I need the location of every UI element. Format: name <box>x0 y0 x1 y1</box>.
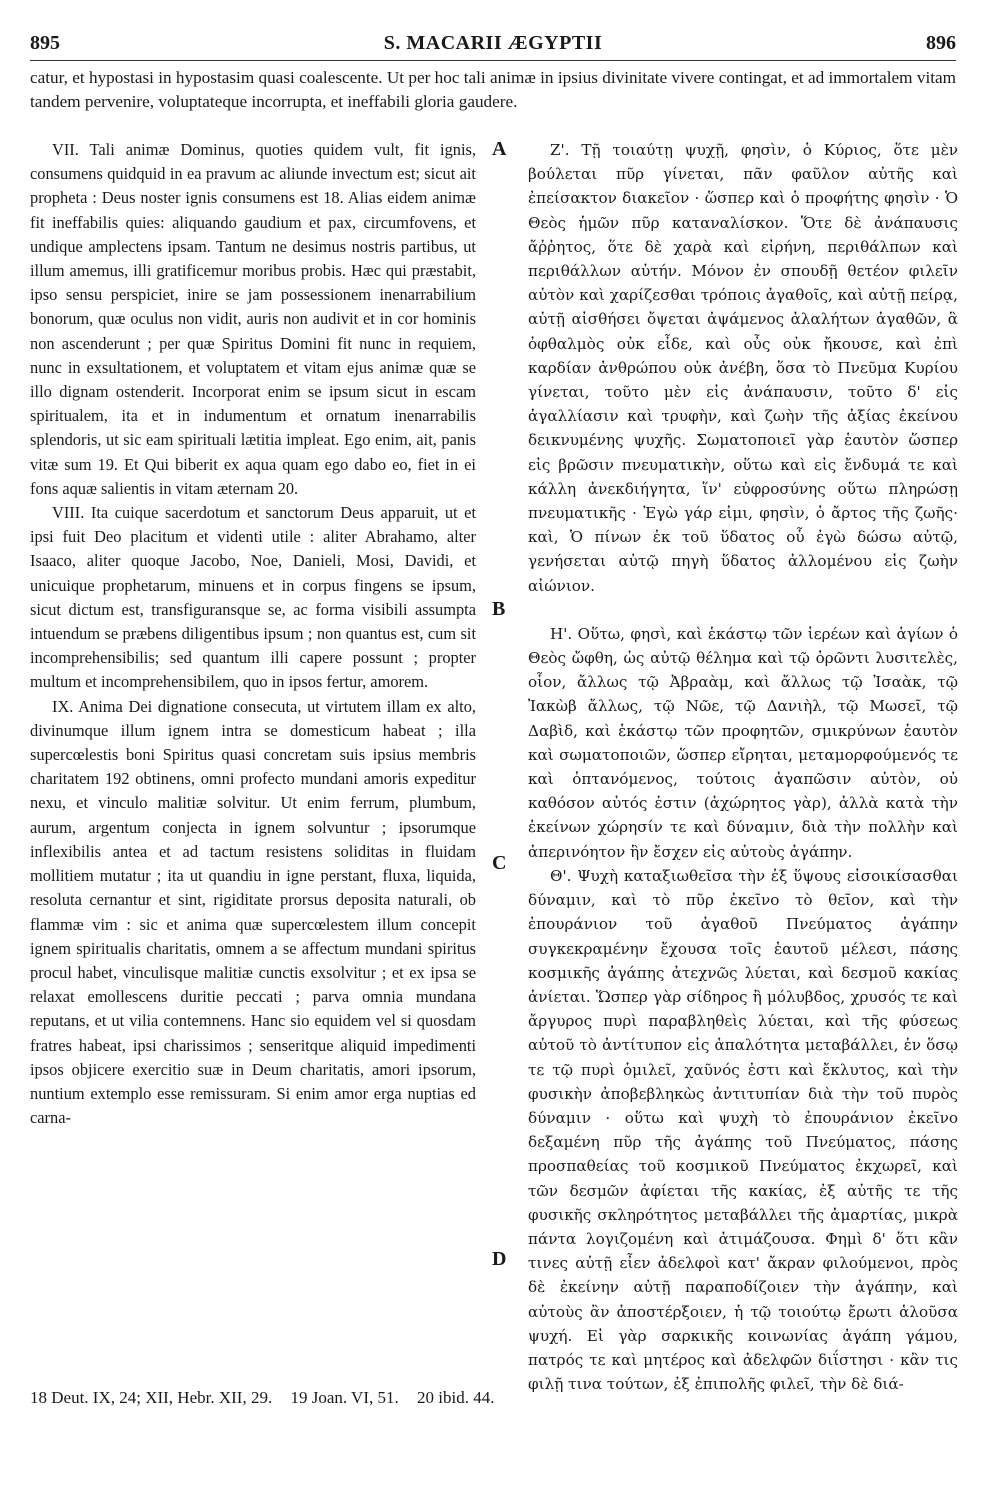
footnotes <box>30 1388 508 1408</box>
running-head <box>30 32 956 56</box>
greek-column <box>528 138 958 1396</box>
greek-section-9: Θ'. Ψυχὴ καταξιωθεῖσα τὴν ἐξ ὕψους εἰσοικίσασθαι δύναμιν, καὶ τὸ πῦρ ἐκεῖνο τὸ θεῖον, καὶ τὴν ἐπουράνιον τοῦ ἀγαθοῦ Πνεύματος ἀγάπην συγκεκραμένην ἔχουσα τοῖς ἑαυτοῦ μέλεσι, πάσης κοσμικῆς ἀγάπης ἀτεχνῶς λύεται, καὶ δεσμοῦ κακίας ἀνίεται. Ὥσπερ γὰρ σίδηρος ἢ μόλυβδος, χρυσός τε καὶ ἄργυρος πυρὶ παραβληθεὶς λύεται, καὶ τῆς φύσεως αὐτοῦ τὸ ἀντίτυπον εἰς ἁπαλότητα μεταβάλλει, ἐν ὅσῳ τε τῷ πυρὶ ὁμιλεῖ, χαῦνός ἐστι καὶ ἔκλυτος, καὶ τὴν φυσικὴν ἀποβεβληκὼς ἀντιτυπίαν διὰ τὴν τοῦ πυρὸς δύναμιν · οὕτω καὶ ψυχὴ τὸ ἐπουράνιον ἐκεῖνο δεξαμένη πῦρ τῆς ἀγάπης τοῦ Πνεύματος, πάσης προσπαθείας τοῦ κοσμικοῦ Πνεύματος ἐκχωρεῖ, καὶ τῶν δεσμῶν ἀφίεται τῆς κακίας, ἐξ αὐτῆς τε τῆς φυσικῆς σκληρότητος μεταβάλλει τῆς ἁμαρτίας, μικρὰ πάντα λογιζομένη καὶ ἀτιμάζουσα. Φημὶ δ' ὅτι κἂν τινες αὐτῇ εἶεν ἀδελφοὶ κατ' ἄκραν φιλούμενοι, πρὸς δὲ ἐκείνην αὐτῇ παραποδίζοιεν τὴν ἀγάπην, καὶ αὐτοὺς ἂν ἀποστέρξοιεν, ἡ τῷ τοιούτῳ ἔρωτι ἁλοῦσα ψυχή. Εἰ γὰρ σαρκικῆς κοινωνίας ἀγάπη γάμου, πατρός τε καὶ μητέρος καὶ ἀδελφῶν διΐστησι · κἂν τις φιλῇ τινα τούτων, ἐξ ἐπιπολῆς φιλεῖ, τὴν δὲ διά- <box>528 866 958 1394</box>
header-rule <box>30 60 956 61</box>
latin-column <box>30 138 476 1130</box>
margin-marker-c: C <box>492 852 507 874</box>
latin-section-7: VII. Tali animæ Dominus, quoties quidem vult, fit ignis, consumens quidquid in ea pravum ac aliunde invectum est; sicut ait propheta : Deus noster ignis consumens est 18. Alias eidem animæ fit ineffabilis quies: aliquando gaudium et pax, circumfovens, et undique amplectens ipsam. Tantum ne desimus nostris partibus, ut illum amemus, illi gratificemur moribus probis. Hæc qui præstabit, ipso sensu perspiciet, inire se jam possessionem inenarrabilium bonorum, quæ oculus non vidit, auris non audivit et in cor hominis non ascenderunt ; per quæ Spiritus Domini fit nunc in requiem, nunc in exsultationem, et voluptatem et vitam ejus animæ quæ se illo dignam ostenderit. Incorporat enim se ipsum sicut in escam spiritualem, ita et in indumentum et ornatum inenarrabilis splendoris, ut sic eam spirituali lætitia impleat. Ego enim, ait, panis vitæ sum 19. Et Qui biberit ex aqua quam ego dabo eo, fiet in ei fons aquæ salientis in vitam æternam 20. <box>30 140 476 498</box>
section-gap <box>528 598 958 622</box>
latin-section-9: IX. Anima Dei dignatione consecuta, ut virtutem illam ex alto, divinumque illum ignem intra se domesticum habeat ; illa supercœlestis boni Spiritus quasi concretam suis ipsius membris charitatem 192 obtinens, omni profecto mundani amoris expeditur nexu, et vinculo malitiæ solvitur. Ut enim ferrum, plumbum, aurum, argentum conjecta in ignem solvuntur ; ipsorumque inflexibilis antea et ad tactum resistens soliditas in fluidam mollitiem mutatur ; ita ut quandiu in igne perstant, fluxa, liquida, resoluta cernantur et sint, rigiditate prorsus deposita naturali, ob flammæ vim : sic et anima quæ supercœlestem illum concepit ignem spiritualis charitatis, omnem a se affectum mundani spiritus procul habet, vinculisque malitiæ cunctis exsolvitur ; et ex ipsa se relaxat emollescens duritie peccati ; parva omnia mundana reputans, et ut vilia contemnens. Hanc sio equidem vel si quosdam fratres habeat, ipsi charissimos ; senseritque aliquid impedimenti ipsos objicere exercitio suæ in Deum charitatis, amori ipsorum, nuntium extemplo esse remissuram. Si enim amor erga nuptias ed carna- <box>30 696 476 1128</box>
margin-marker-d: D <box>492 1248 507 1270</box>
latin-section-8: VIII. Ita cuique sacerdotum et sanctorum Deus apparuit, ut et ipsi fuit Deo placitum et videnti utile : aliter Abrahamo, alter Isaaco, aliter quoque Jacobo, Noe, Danieli, Mosi, Davidi, et unicuique prophetarum, minuens et in corpus fingens se ipsum, sicut dictum est, transfiguransque se, ac forma visibili assumpta intuendum se præbens diligentibus ipsum ; non quantus est, cum sit incomprehensibilis; sed quantum illi capere possunt ; propter multum et incomprehensibilem, quo in ipsos fertur, amorem. <box>30 503 476 692</box>
footnote-20: 20 ibid. 44. <box>417 1388 495 1407</box>
page-number-left: 895 <box>30 32 60 54</box>
greek-section-8: Η'. Οὕτω, φησὶ, καὶ ἑκάστῳ τῶν ἱερέων καὶ ἁγίων ὁ Θεὸς ὤφθη, ὡς αὐτῷ θέλημα καὶ τῷ ὁρῶντι λυσιτελὲς, οἷον, ἄλλως τῷ Ἀβραὰμ, καὶ ἄλλως τῷ Ἰσαὰκ, τῷ Ἰακὼβ ἄλλως, τῷ Νῶε, τῷ Δανιὴλ, τῷ Μωσεῖ, τῷ Δαβὶδ, καὶ ἑκάστῳ τῶν προφητῶν, σμικρύνων ἑαυτὸν καὶ σωματοποιῶν, ὥσπερ εἴρηται, μεταμορφούμενός τε καὶ ὀπτανόμενος, τούτοις ἀγαπῶσιν αὐτὸν, οὐ καθόσον αὐτός ἐστιν (ἀχώρητος γὰρ), ἀλλὰ κατὰ τὴν ἐκείνων χώρησίν τε καὶ δύναμιν, διὰ τὴν πολλὴν καὶ ἀπερινόητον ἣν ἔσχεν εἰς αὐτοὺς ἀγάπην. <box>528 624 958 861</box>
footnote-19: 19 Joan. VI, 51. <box>290 1388 399 1407</box>
page-title: S. MACARII ÆGYPTII <box>383 32 603 54</box>
intro-paragraph: catur, et hypostasi in hypostasim quasi coalescente. Ut per hoc tali animæ in ipsius divinitate vivere contingat, et ad immortalem vitam tandem pervenire, voluptateque incorrupta, et ineffabili gloria gaudere. <box>30 68 956 111</box>
margin-marker-a: A <box>492 138 507 160</box>
margin-marker-b: B <box>492 598 506 620</box>
page-number-right: 896 <box>926 32 956 54</box>
page <box>30 32 956 1472</box>
footnote-18: 18 Deut. IX, 24; XII, Hebr. XII, 29. <box>30 1388 273 1407</box>
greek-section-7: Ζ'. Τῇ τοιαύτῃ ψυχῇ, φησὶν, ὁ Κύριος, ὅτε μὲν βούλεται πῦρ γίνεται, πᾶν φαῦλον αὐτῆς καὶ ἐπείσακτον διακεῖον · ὥσπερ καὶ ὁ προφήτης φησὶν · Ὁ Θεὸς ἡμῶν πῦρ καταναλίσκον. Ὅτε δὲ ἀνάπαυσις ἄῤῥητος, ὅτε δὲ χαρὰ καὶ εἰρήνη, περιθάλπων καὶ περιθάλλων αὐτήν. Μόνον ἐν σπουδῇ θετέον φιλεῖν αὐτὸν καὶ χαρίζεσθαι τρόποις ἀγαθοῖς, καὶ αὐτῇ πείρᾳ, αὐτῇ αἰσθήσει ὄψεται ἀψάμενος ἀλαλήτων ἀγαθῶν, ἃ ὀφθαλμὸς οὐκ εἶδε, καὶ οὖς οὐκ ἤκουσε, καὶ ἐπὶ καρδίαν ἀνθρώπου οὐκ ἀνέβη, ὅσα τὸ Πνεῦμα Κυρίου γίνεται, τοῦτο μὲν εἰς ἀνάπαυσιν, τοῦτο δ' εἰς ἀγαλλίασιν καὶ τρυφὴν, καὶ ζωὴν τῆς ἀξίας ἐκείνου δεικνυμένης ψυχῆς. Σωματοποιεῖ γὰρ ἑαυτὸν ὥσπερ εἰς βρῶσιν πνευματικὴν, οὕτω καὶ εἰς ἔνδυμά τε καὶ κάλλη ἀνεκδιήγητα, ἵν' εὐφροσύνης οὕτω πληρώσῃ πνευματικῆς · Ἐγὼ γάρ εἰμι, φησὶν, ὁ ἄρτος τῆς ζωῆς· καὶ, Ὁ πίνων ἐκ τοῦ ὕδατος οὗ ἐγὼ δώσω αὐτῷ, γενήσεται αὐτῷ πηγὴ ὕδατος ἀλλομένου εἰς ζωὴν αἰώνιον. <box>528 141 958 595</box>
